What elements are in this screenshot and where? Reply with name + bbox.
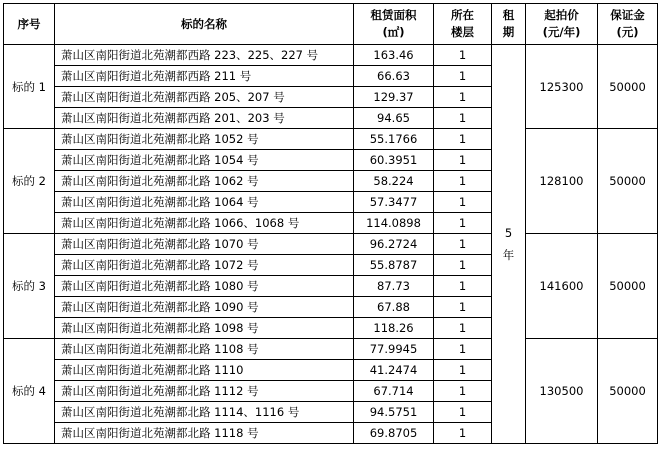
property-name-cell: 萧山区南阳街道北苑潮都西路 211 号 [55, 66, 354, 87]
floor-cell: 1 [434, 423, 492, 444]
start-price-cell: 125300 [526, 45, 598, 129]
area-cell: 66.63 [354, 66, 434, 87]
start-price-cell: 130500 [526, 339, 598, 444]
area-cell: 60.3951 [354, 150, 434, 171]
property-name-cell: 萧山区南阳街道北苑潮都北路 1054 号 [55, 150, 354, 171]
area-cell: 163.46 [354, 45, 434, 66]
floor-cell: 1 [434, 255, 492, 276]
header-price-line2: (元/年) [542, 25, 581, 39]
floor-cell: 1 [434, 213, 492, 234]
table-row [4, 45, 658, 66]
property-name-cell: 萧山区南阳街道北苑潮都北路 1098 号 [55, 318, 354, 339]
property-name-cell: 萧山区南阳街道北苑潮都北路 1064 号 [55, 192, 354, 213]
area-cell: 67.88 [354, 297, 434, 318]
property-name-cell: 萧山区南阳街道北苑潮都北路 1110 [55, 360, 354, 381]
lot-label: 标的 3 [4, 234, 55, 339]
header-area-line2: (㎡) [382, 25, 405, 39]
term-unit: 年 [502, 248, 515, 262]
header-area [354, 4, 434, 45]
floor-cell: 1 [434, 108, 492, 129]
property-name-cell: 萧山区南阳街道北苑潮都北路 1070 号 [55, 234, 354, 255]
table-row [4, 339, 658, 360]
header-seq: 序号 [4, 4, 55, 45]
property-name-cell: 萧山区南阳街道北苑潮都北路 1090 号 [55, 297, 354, 318]
header-area-line1: 租赁面积 [370, 8, 417, 22]
property-name-cell: 萧山区南阳街道北苑潮都北路 1118 号 [55, 423, 354, 444]
property-name-cell: 萧山区南阳街道北苑潮都北路 1108 号 [55, 339, 354, 360]
area-cell: 114.0898 [354, 213, 434, 234]
start-price-cell: 128100 [526, 129, 598, 234]
deposit-cell: 50000 [598, 339, 658, 444]
header-term [492, 4, 526, 45]
lot-label: 标的 1 [4, 45, 55, 129]
area-cell: 58.224 [354, 171, 434, 192]
area-cell: 129.37 [354, 87, 434, 108]
property-name-cell: 萧山区南阳街道北苑潮都北路 1062 号 [55, 171, 354, 192]
floor-cell: 1 [434, 87, 492, 108]
deposit-cell: 50000 [598, 234, 658, 339]
lot-label: 标的 2 [4, 129, 55, 234]
property-name-cell: 萧山区南阳街道北苑潮都北路 1066、1068 号 [55, 213, 354, 234]
property-name-cell: 萧山区南阳街道北苑潮都北路 1114、1116 号 [55, 402, 354, 423]
property-name-cell: 萧山区南阳街道北苑潮都北路 1072 号 [55, 255, 354, 276]
area-cell: 118.26 [354, 318, 434, 339]
header-floor [434, 4, 492, 45]
start-price-cell: 141600 [526, 234, 598, 339]
floor-cell: 1 [434, 381, 492, 402]
area-cell: 96.2724 [354, 234, 434, 255]
floor-cell: 1 [434, 192, 492, 213]
floor-cell: 1 [434, 66, 492, 87]
area-cell: 41.2474 [354, 360, 434, 381]
lease-auction-table [3, 3, 658, 444]
header-term-line1: 租 [502, 8, 515, 22]
table-row [4, 129, 658, 150]
area-cell: 55.1766 [354, 129, 434, 150]
floor-cell: 1 [434, 339, 492, 360]
area-cell: 57.3477 [354, 192, 434, 213]
header-deposit-line2: (元) [616, 25, 639, 39]
header-floor-line2: 楼层 [451, 25, 474, 39]
area-cell: 94.5751 [354, 402, 434, 423]
deposit-cell: 50000 [598, 129, 658, 234]
floor-cell: 1 [434, 402, 492, 423]
property-name-cell: 萧山区南阳街道北苑潮都北路 1080 号 [55, 276, 354, 297]
header-floor-line1: 所在 [451, 8, 474, 22]
header-name: 标的名称 [55, 4, 354, 45]
area-cell: 94.65 [354, 108, 434, 129]
property-name-cell: 萧山区南阳街道北苑潮都西路 205、207 号 [55, 87, 354, 108]
property-name-cell: 萧山区南阳街道北苑潮都北路 1112 号 [55, 381, 354, 402]
deposit-cell: 50000 [598, 45, 658, 129]
floor-cell: 1 [434, 45, 492, 66]
header-deposit-line1: 保证金 [610, 8, 645, 22]
property-name-cell: 萧山区南阳街道北苑潮都西路 201、203 号 [55, 108, 354, 129]
floor-cell: 1 [434, 297, 492, 318]
header-term-line2: 期 [502, 25, 515, 39]
floor-cell: 1 [434, 150, 492, 171]
area-cell: 69.8705 [354, 423, 434, 444]
header-price [526, 4, 598, 45]
term-value: 5 [504, 226, 513, 240]
floor-cell: 1 [434, 129, 492, 150]
floor-cell: 1 [434, 276, 492, 297]
header-deposit [598, 4, 658, 45]
floor-cell: 1 [434, 318, 492, 339]
header-price-line1: 起拍价 [544, 8, 579, 22]
floor-cell: 1 [434, 360, 492, 381]
floor-cell: 1 [434, 171, 492, 192]
property-name-cell: 萧山区南阳街道北苑潮都北路 1052 号 [55, 129, 354, 150]
area-cell: 55.8787 [354, 255, 434, 276]
header-row [4, 4, 658, 45]
area-cell: 77.9945 [354, 339, 434, 360]
property-name-cell: 萧山区南阳街道北苑潮都西路 223、225、227 号 [55, 45, 354, 66]
lot-label: 标的 4 [4, 339, 55, 444]
table-body [4, 45, 658, 444]
area-cell: 87.73 [354, 276, 434, 297]
floor-cell: 1 [434, 234, 492, 255]
area-cell: 67.714 [354, 381, 434, 402]
term-cell [492, 45, 526, 444]
table-row [4, 234, 658, 255]
